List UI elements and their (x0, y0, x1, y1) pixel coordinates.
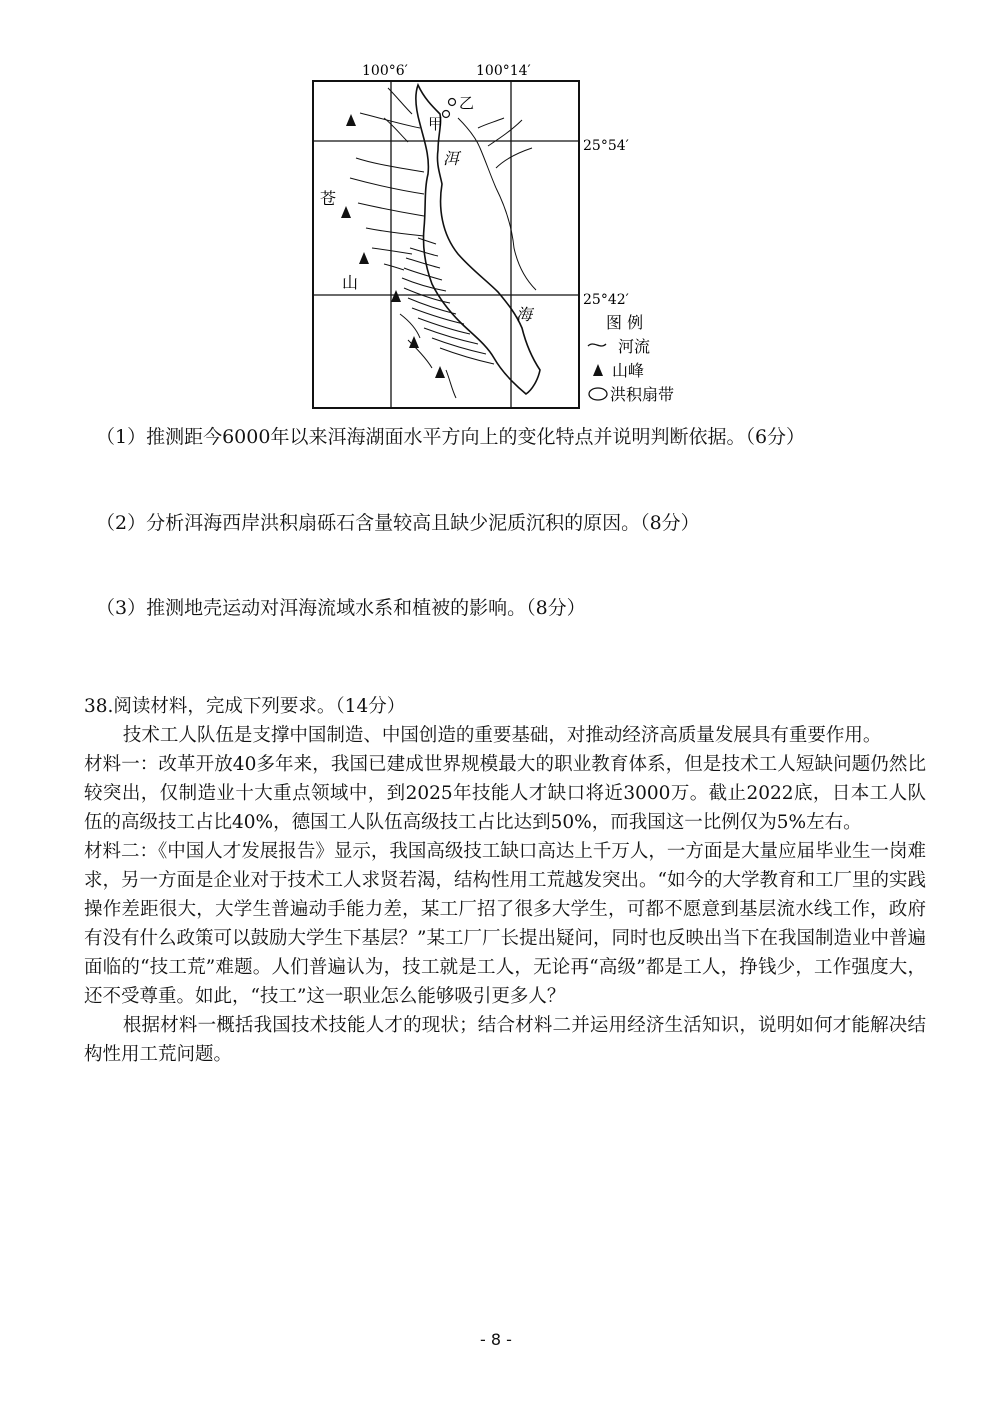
lat-label-2: 25°42′ (583, 292, 629, 308)
q38-material-1: 材料一：改革开放40多年来，我国已建成世界规模最大的职业教育体系，但是技术工人短缺问题仍然比较突出，仅制造业十大重点领域中，到2025年技能人才缺口将近3000万。截止2022底，日本工人队伍的高级技工占比40%，德国工人队伍高级技工占比达到50%，而我国这一比例仅为5%左右。 (84, 754, 926, 833)
legend-title: 图 例 (606, 313, 644, 332)
lat-label-1: 25°54′ (583, 138, 629, 154)
peaks (341, 114, 445, 378)
erhai-map-svg (300, 58, 740, 418)
lon-label-1: 100°6′ (362, 63, 408, 79)
place-jia: 甲 (428, 115, 444, 133)
question-2: （2）分析洱海西岸洪积扇砾石含量较高且缺少泥质沉积的原因。（8分） (96, 512, 700, 534)
q38-intro: 技术工人队伍是支撑中国制造、中国创造的重要基础，对推动经济高质量发展具有重要作用。 (122, 725, 882, 746)
fan-legend-icon (589, 388, 607, 400)
map-frame (313, 81, 579, 408)
question-3: （3）推测地壳运动对洱海流域水系和植被的影响。（8分） (96, 597, 586, 619)
legend-peak: 山峰 (612, 361, 645, 380)
q38-heading: 38.阅读材料，完成下列要求。（14分） (84, 696, 406, 717)
peak-icon (435, 366, 445, 378)
question-38 (84, 692, 926, 1069)
peak-icon (346, 114, 356, 126)
place-shan: 山 (342, 273, 359, 292)
q38-task: 根据材料一概括我国技术技能人才的现状；结合材料二并运用经济生活知识，说明如何才能解决结构性用工荒问题。 (84, 1015, 926, 1065)
place-hai: 海 (516, 305, 533, 324)
place-cang: 苍 (320, 189, 337, 208)
q38-material-2: 材料二：《中国人才发展报告》显示，我国高级技工缺口高达上千万人，一方面是大量应届毕业生一岗难求，另一方面是企业对于技术工人求贤若渴，结构性用工荒越发突出。“如今的大学教育和工厂里的实践操作差距很大，大学生普遍动手能力差，某工厂招了很多大学生，可都不愿意到基层流水线工作，政府有没有什么政策可以鼓励大学生下基层？”某工厂厂长提出疑问，同时也反映出当下在我国制造业中普遍面临的“技工荒”难题。人们普遍认为，技工就是工人，无论再“高级”都是工人，挣钱少，工作强度大，还不受尊重。如此，“技工”这一职业怎么能够吸引更多人？ (84, 841, 926, 1007)
legend-river: 河流 (618, 337, 651, 356)
village-marker-jia (443, 111, 450, 118)
peak-icon (391, 290, 401, 302)
legend-fan: 洪积扇带 (610, 385, 675, 404)
lon-label-2: 100°14′ (476, 63, 531, 79)
peak-legend-icon (593, 364, 603, 376)
peak-icon (341, 206, 351, 218)
erhai-map (300, 58, 740, 418)
rivers (350, 88, 536, 398)
place-yi: 乙 (459, 94, 475, 112)
page-number: - 8 - (480, 1330, 512, 1349)
place-er: 洱 (443, 149, 460, 168)
river-legend-icon (588, 344, 606, 346)
peak-icon (359, 252, 369, 264)
question-1: （1）推测距今6000年以来洱海湖面水平方向上的变化特点并说明判断依据。（6分） (96, 426, 806, 448)
village-marker-yi (449, 99, 456, 106)
